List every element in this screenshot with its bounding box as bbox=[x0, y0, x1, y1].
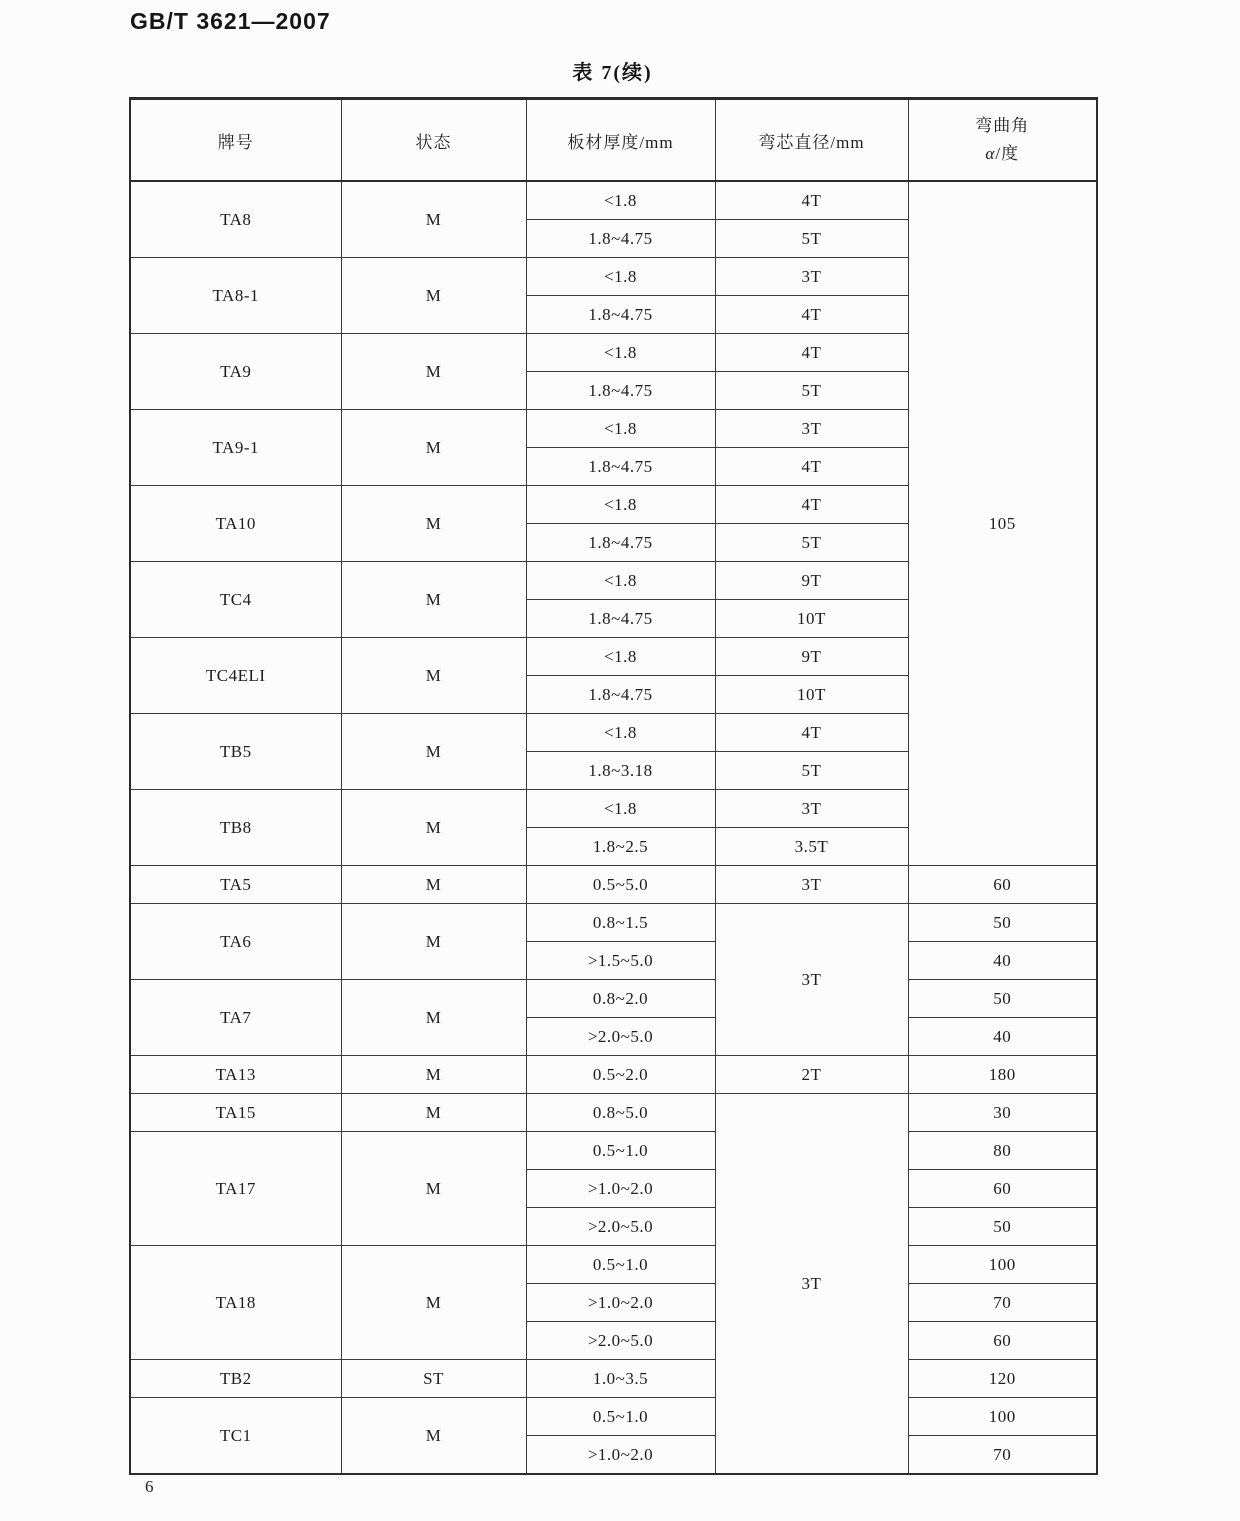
table-cell: M bbox=[341, 714, 526, 790]
table-cell: 4T bbox=[715, 334, 908, 372]
table-cell: <1.8 bbox=[526, 334, 715, 372]
table-cell: 4T bbox=[715, 296, 908, 334]
table-row bbox=[130, 1056, 1097, 1094]
table-cell: 70 bbox=[908, 1436, 1097, 1475]
header-thickness: 板材厚度/mm bbox=[526, 99, 715, 182]
table-cell: TA5 bbox=[130, 866, 341, 904]
spec-table bbox=[129, 97, 1098, 1475]
table-cell: TA7 bbox=[130, 980, 341, 1056]
header-bend-core-diameter: 弯芯直径/mm bbox=[715, 99, 908, 182]
table-cell: >1.5~5.0 bbox=[526, 942, 715, 980]
table-cell: M bbox=[341, 1094, 526, 1132]
table-cell: 40 bbox=[908, 942, 1097, 980]
table-cell: 60 bbox=[908, 866, 1097, 904]
table-cell: 0.8~5.0 bbox=[526, 1094, 715, 1132]
table-row bbox=[130, 181, 1097, 220]
table-cell: M bbox=[341, 1398, 526, 1475]
table-cell: 1.8~2.5 bbox=[526, 828, 715, 866]
table-cell: 120 bbox=[908, 1360, 1097, 1398]
table-cell: TA6 bbox=[130, 904, 341, 980]
page-number: 6 bbox=[145, 1477, 154, 1496]
table-cell: M bbox=[341, 562, 526, 638]
table-cell: 1.8~4.75 bbox=[526, 220, 715, 258]
table-row bbox=[130, 1094, 1097, 1132]
table-cell: >1.0~2.0 bbox=[526, 1170, 715, 1208]
table-cell: 100 bbox=[908, 1246, 1097, 1284]
table-cell: 105 bbox=[908, 181, 1097, 866]
table-cell: <1.8 bbox=[526, 181, 715, 220]
table-cell: 180 bbox=[908, 1056, 1097, 1094]
table-cell: 10T bbox=[715, 676, 908, 714]
table-cell: 10T bbox=[715, 600, 908, 638]
table-cell: 60 bbox=[908, 1170, 1097, 1208]
table-cell: 50 bbox=[908, 980, 1097, 1018]
table-cell: 50 bbox=[908, 904, 1097, 942]
table-cell: 1.8~4.75 bbox=[526, 448, 715, 486]
table-header-row bbox=[130, 99, 1097, 182]
table-cell: >2.0~5.0 bbox=[526, 1018, 715, 1056]
table-cell: M bbox=[341, 1132, 526, 1246]
table-cell: M bbox=[341, 980, 526, 1056]
table-header bbox=[130, 99, 1097, 182]
table-cell: 30 bbox=[908, 1094, 1097, 1132]
table-cell: M bbox=[341, 334, 526, 410]
table-cell: 3T bbox=[715, 258, 908, 296]
table-cell: TA15 bbox=[130, 1094, 341, 1132]
table-cell: M bbox=[341, 904, 526, 980]
table-cell: M bbox=[341, 1246, 526, 1360]
table-cell: >2.0~5.0 bbox=[526, 1208, 715, 1246]
table-cell: 5T bbox=[715, 372, 908, 410]
table-cell: 100 bbox=[908, 1398, 1097, 1436]
table-cell: 0.8~2.0 bbox=[526, 980, 715, 1018]
table-cell: <1.8 bbox=[526, 258, 715, 296]
table-cell: 0.5~1.0 bbox=[526, 1132, 715, 1170]
table-cell: 1.8~3.18 bbox=[526, 752, 715, 790]
header-bend-angle bbox=[908, 99, 1097, 182]
header-bend-angle-line2 bbox=[909, 140, 1097, 168]
table-row bbox=[130, 1132, 1097, 1170]
table-cell: ST bbox=[341, 1360, 526, 1398]
table-cell: M bbox=[341, 790, 526, 866]
table-cell: >1.0~2.0 bbox=[526, 1284, 715, 1322]
table-title: 表 7(续) bbox=[572, 62, 653, 84]
table-cell: 2T bbox=[715, 1056, 908, 1094]
table-row bbox=[130, 904, 1097, 942]
table-cell: 5T bbox=[715, 524, 908, 562]
table-cell: 3T bbox=[715, 1094, 908, 1475]
angle-unit: /度 bbox=[995, 144, 1020, 163]
table-body bbox=[130, 181, 1097, 1474]
header-state: 状态 bbox=[341, 99, 526, 182]
table-cell: 70 bbox=[908, 1284, 1097, 1322]
table-cell: <1.8 bbox=[526, 410, 715, 448]
standard-code: GB/T 3621—2007 bbox=[130, 8, 331, 34]
table-cell: <1.8 bbox=[526, 486, 715, 524]
table-cell: M bbox=[341, 638, 526, 714]
table-row bbox=[130, 1246, 1097, 1284]
table-cell: TA17 bbox=[130, 1132, 341, 1246]
alpha-symbol: α bbox=[985, 144, 996, 163]
table-row bbox=[130, 1360, 1097, 1398]
table-cell: 0.5~5.0 bbox=[526, 866, 715, 904]
table-cell: 0.5~1.0 bbox=[526, 1398, 715, 1436]
table-cell: TA13 bbox=[130, 1056, 341, 1094]
table-cell: >1.0~2.0 bbox=[526, 1436, 715, 1475]
table-row bbox=[130, 1398, 1097, 1436]
table-cell: 4T bbox=[715, 448, 908, 486]
table-cell: 3.5T bbox=[715, 828, 908, 866]
table-row bbox=[130, 866, 1097, 904]
table-cell: 60 bbox=[908, 1322, 1097, 1360]
table-cell: 4T bbox=[715, 181, 908, 220]
table-cell: 4T bbox=[715, 486, 908, 524]
table-cell: TA8-1 bbox=[130, 258, 341, 334]
table-cell: TB8 bbox=[130, 790, 341, 866]
table-cell: TC4ELI bbox=[130, 638, 341, 714]
header-bend-angle-line1: 弯曲角 bbox=[975, 116, 1030, 135]
table-cell: <1.8 bbox=[526, 562, 715, 600]
table-cell: 9T bbox=[715, 562, 908, 600]
table-cell: M bbox=[341, 410, 526, 486]
table-cell: 3T bbox=[715, 410, 908, 448]
table-cell: M bbox=[341, 258, 526, 334]
table-cell: M bbox=[341, 181, 526, 258]
table-cell: TB2 bbox=[130, 1360, 341, 1398]
table-cell: TA8 bbox=[130, 181, 341, 258]
table-cell: 4T bbox=[715, 714, 908, 752]
table-cell: M bbox=[341, 866, 526, 904]
table-cell: 3T bbox=[715, 866, 908, 904]
table-cell: TA10 bbox=[130, 486, 341, 562]
table-cell: <1.8 bbox=[526, 714, 715, 752]
table-cell: M bbox=[341, 486, 526, 562]
table-cell: TC1 bbox=[130, 1398, 341, 1475]
table-cell: <1.8 bbox=[526, 638, 715, 676]
table-cell: 1.8~4.75 bbox=[526, 676, 715, 714]
table-cell: TA18 bbox=[130, 1246, 341, 1360]
table-cell: 1.8~4.75 bbox=[526, 524, 715, 562]
table-cell: <1.8 bbox=[526, 790, 715, 828]
table-cell: 5T bbox=[715, 220, 908, 258]
table-cell: TB5 bbox=[130, 714, 341, 790]
table-cell: M bbox=[341, 1056, 526, 1094]
table-cell: 1.8~4.75 bbox=[526, 600, 715, 638]
table-cell: TC4 bbox=[130, 562, 341, 638]
table-cell: 5T bbox=[715, 752, 908, 790]
table-cell: 1.8~4.75 bbox=[526, 372, 715, 410]
table-cell: 0.5~2.0 bbox=[526, 1056, 715, 1094]
table-cell: 9T bbox=[715, 638, 908, 676]
table-cell: 0.5~1.0 bbox=[526, 1246, 715, 1284]
table-cell: 3T bbox=[715, 904, 908, 1056]
table-cell: TA9-1 bbox=[130, 410, 341, 486]
table-cell: 3T bbox=[715, 790, 908, 828]
table-cell: 0.8~1.5 bbox=[526, 904, 715, 942]
table-cell: 1.8~4.75 bbox=[526, 296, 715, 334]
table-cell: 40 bbox=[908, 1018, 1097, 1056]
table-cell: 1.0~3.5 bbox=[526, 1360, 715, 1398]
table-row bbox=[130, 980, 1097, 1018]
table-cell: >2.0~5.0 bbox=[526, 1322, 715, 1360]
table-cell: 80 bbox=[908, 1132, 1097, 1170]
table-cell: TA9 bbox=[130, 334, 341, 410]
header-grade: 牌号 bbox=[130, 99, 341, 182]
table-cell: 50 bbox=[908, 1208, 1097, 1246]
